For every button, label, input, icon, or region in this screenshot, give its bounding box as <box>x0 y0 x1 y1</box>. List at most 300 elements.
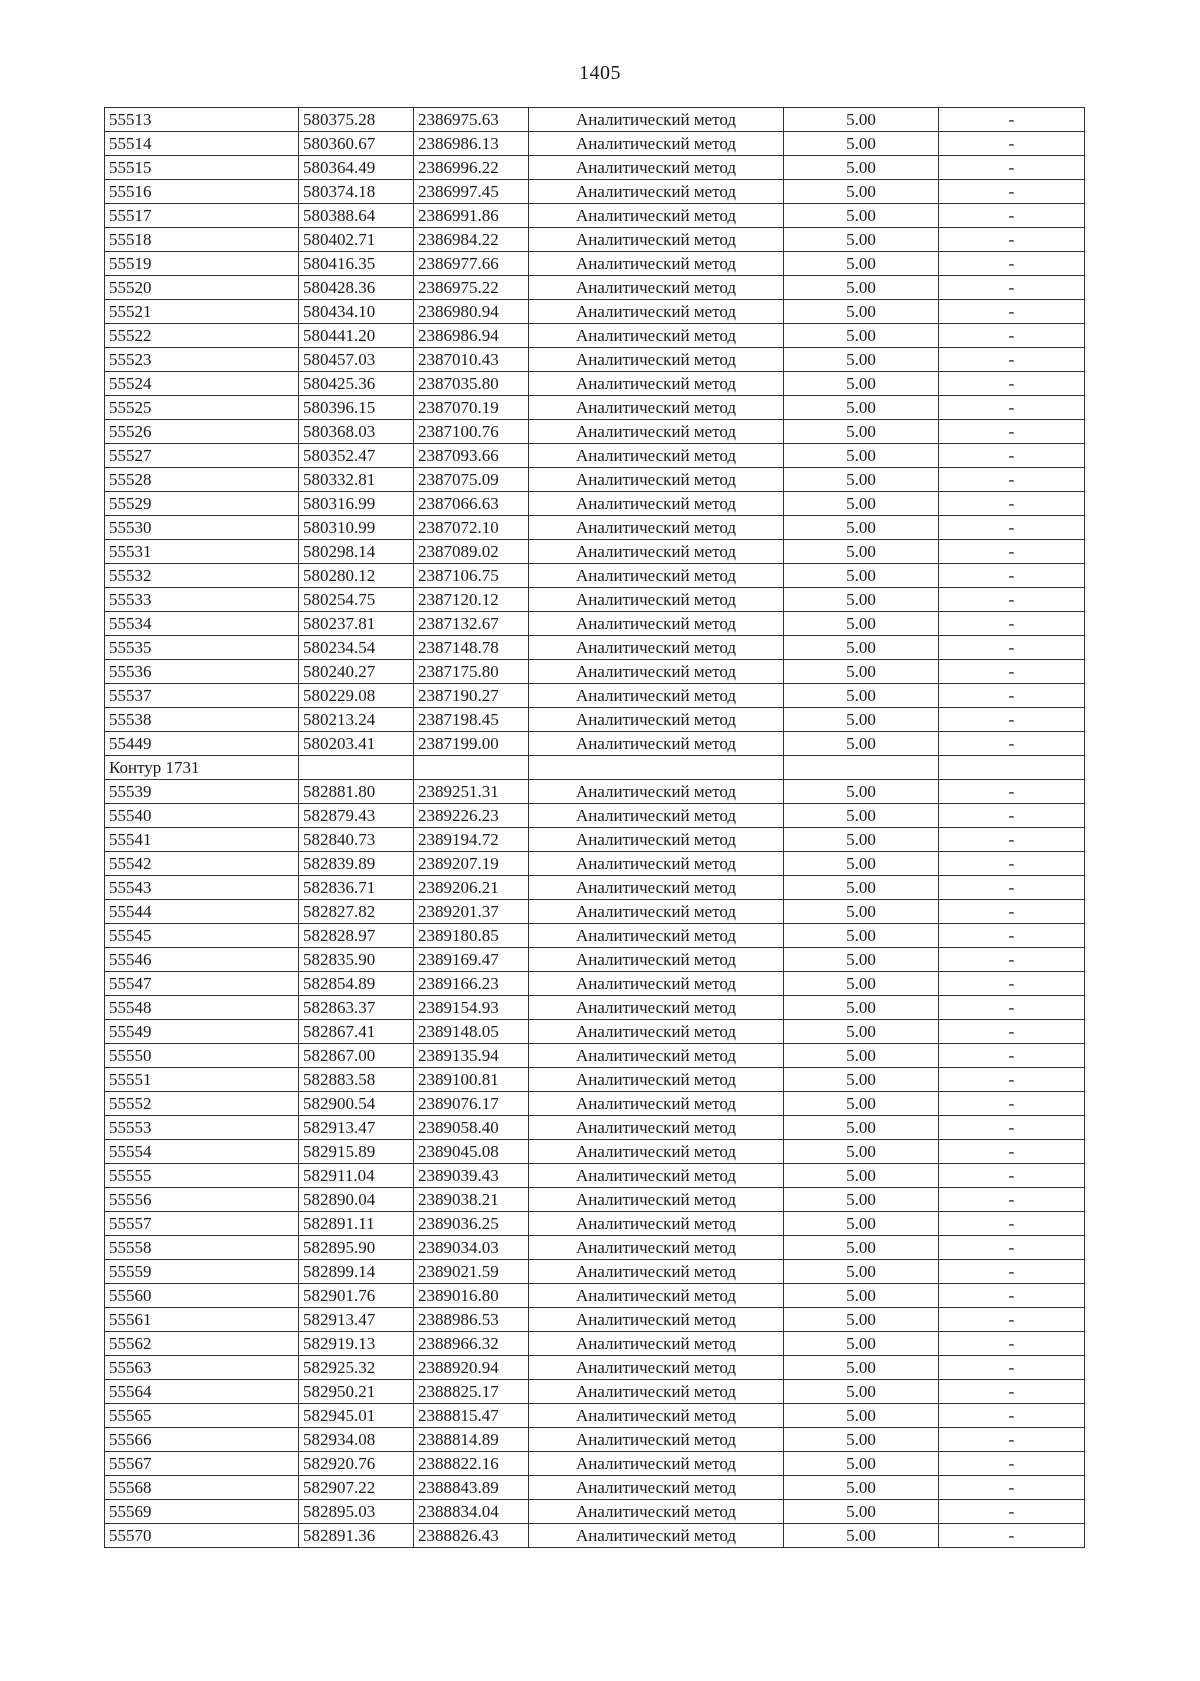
y-coordinate-cell: 2386986.13 <box>414 132 529 156</box>
point-number-cell: 55555 <box>105 1164 299 1188</box>
table-row <box>105 540 1085 564</box>
description-cell: - <box>939 228 1085 252</box>
accuracy-cell: 5.00 <box>784 564 939 588</box>
accuracy-cell: 5.00 <box>784 684 939 708</box>
point-number-cell: 55514 <box>105 132 299 156</box>
table-row <box>105 108 1085 132</box>
description-cell: - <box>939 1524 1085 1548</box>
table-row <box>105 468 1085 492</box>
y-coordinate-cell: 2388822.16 <box>414 1452 529 1476</box>
y-coordinate-cell: 2389166.23 <box>414 972 529 996</box>
accuracy-cell: 5.00 <box>784 540 939 564</box>
table-row <box>105 924 1085 948</box>
method-cell: Аналитический метод <box>529 708 784 732</box>
description-cell: - <box>939 1164 1085 1188</box>
x-coordinate-cell: 582835.90 <box>299 948 414 972</box>
accuracy-cell: 5.00 <box>784 108 939 132</box>
y-coordinate-cell: 2386986.94 <box>414 324 529 348</box>
method-cell: Аналитический метод <box>529 1140 784 1164</box>
accuracy-cell: 5.00 <box>784 1020 939 1044</box>
table-row <box>105 180 1085 204</box>
y-coordinate-cell: 2389045.08 <box>414 1140 529 1164</box>
y-coordinate-cell: 2386996.22 <box>414 156 529 180</box>
point-number-cell: 55534 <box>105 612 299 636</box>
y-coordinate-cell: 2389154.93 <box>414 996 529 1020</box>
x-coordinate-cell: 582915.89 <box>299 1140 414 1164</box>
description-cell: - <box>939 1116 1085 1140</box>
method-cell: Аналитический метод <box>529 444 784 468</box>
x-coordinate-cell: 582919.13 <box>299 1332 414 1356</box>
description-cell: - <box>939 924 1085 948</box>
table-row <box>105 1188 1085 1212</box>
description-cell: - <box>939 876 1085 900</box>
table-row <box>105 444 1085 468</box>
accuracy-cell: 5.00 <box>784 828 939 852</box>
description-cell: - <box>939 1404 1085 1428</box>
table-row <box>105 564 1085 588</box>
x-coordinate-cell: 580213.24 <box>299 708 414 732</box>
y-coordinate-cell: 2389100.81 <box>414 1068 529 1092</box>
y-coordinate-cell: 2389034.03 <box>414 1236 529 1260</box>
accuracy-cell: 5.00 <box>784 1044 939 1068</box>
x-coordinate-cell: 582840.73 <box>299 828 414 852</box>
accuracy-cell: 5.00 <box>784 876 939 900</box>
x-coordinate-cell: 582890.04 <box>299 1188 414 1212</box>
x-coordinate-cell: 582901.76 <box>299 1284 414 1308</box>
table-row <box>105 900 1085 924</box>
point-number-cell: 55565 <box>105 1404 299 1428</box>
method-cell: Аналитический метод <box>529 1524 784 1548</box>
method-cell: Аналитический метод <box>529 1116 784 1140</box>
accuracy-cell: 5.00 <box>784 1476 939 1500</box>
method-cell: Аналитический метод <box>529 1020 784 1044</box>
table-row <box>105 1428 1085 1452</box>
point-number-cell: 55561 <box>105 1308 299 1332</box>
description-cell: - <box>939 1284 1085 1308</box>
x-coordinate-cell: 582836.71 <box>299 876 414 900</box>
method-cell: Аналитический метод <box>529 1404 784 1428</box>
table-row <box>105 780 1085 804</box>
y-coordinate-cell: 2388815.47 <box>414 1404 529 1428</box>
y-coordinate-cell: 2386975.22 <box>414 276 529 300</box>
table-row <box>105 1260 1085 1284</box>
x-coordinate-cell: 580428.36 <box>299 276 414 300</box>
description-cell: - <box>939 156 1085 180</box>
accuracy-cell: 5.00 <box>784 1356 939 1380</box>
accuracy-cell: 5.00 <box>784 180 939 204</box>
description-cell: - <box>939 1260 1085 1284</box>
x-coordinate-cell: 580375.28 <box>299 108 414 132</box>
description-cell: - <box>939 204 1085 228</box>
method-cell: Аналитический метод <box>529 828 784 852</box>
point-number-cell: 55525 <box>105 396 299 420</box>
method-cell: Аналитический метод <box>529 132 784 156</box>
x-coordinate-cell: 580316.99 <box>299 492 414 516</box>
accuracy-cell: 5.00 <box>784 948 939 972</box>
table-row <box>105 1164 1085 1188</box>
y-coordinate-cell: 2389207.19 <box>414 852 529 876</box>
table-row <box>105 876 1085 900</box>
method-cell: Аналитический метод <box>529 876 784 900</box>
y-coordinate-cell: 2389058.40 <box>414 1116 529 1140</box>
x-coordinate-cell: 582913.47 <box>299 1308 414 1332</box>
table-row <box>105 132 1085 156</box>
description-cell: - <box>939 444 1085 468</box>
y-coordinate-cell: 2387070.19 <box>414 396 529 420</box>
x-coordinate-cell: 580240.27 <box>299 660 414 684</box>
method-cell: Аналитический метод <box>529 540 784 564</box>
x-coordinate-cell: 582945.01 <box>299 1404 414 1428</box>
y-coordinate-cell: 2387072.10 <box>414 516 529 540</box>
x-coordinate-cell: 582867.00 <box>299 1044 414 1068</box>
method-cell: Аналитический метод <box>529 1236 784 1260</box>
y-coordinate-cell: 2388966.32 <box>414 1332 529 1356</box>
table-row <box>105 276 1085 300</box>
description-cell: - <box>939 636 1085 660</box>
table-row <box>105 372 1085 396</box>
method-cell: Аналитический метод <box>529 300 784 324</box>
accuracy-cell: 5.00 <box>784 1404 939 1428</box>
accuracy-cell: 5.00 <box>784 804 939 828</box>
table-row <box>105 204 1085 228</box>
accuracy-cell: 5.00 <box>784 1452 939 1476</box>
point-number-cell: 55532 <box>105 564 299 588</box>
method-cell: Аналитический метод <box>529 1260 784 1284</box>
method-cell: Аналитический метод <box>529 468 784 492</box>
description-cell: - <box>939 372 1085 396</box>
method-cell: Аналитический метод <box>529 1380 784 1404</box>
y-coordinate-cell: 2389038.21 <box>414 1188 529 1212</box>
point-number-cell: 55533 <box>105 588 299 612</box>
accuracy-cell: 5.00 <box>784 708 939 732</box>
method-cell: Аналитический метод <box>529 564 784 588</box>
description-cell: - <box>939 180 1085 204</box>
method-cell: Аналитический метод <box>529 732 784 756</box>
point-number-cell: 55516 <box>105 180 299 204</box>
description-cell: - <box>939 300 1085 324</box>
description-cell: - <box>939 276 1085 300</box>
y-coordinate-cell: 2389039.43 <box>414 1164 529 1188</box>
y-coordinate-cell: 2387199.00 <box>414 732 529 756</box>
accuracy-cell: 5.00 <box>784 1380 939 1404</box>
point-number-cell: 55528 <box>105 468 299 492</box>
method-cell: Аналитический метод <box>529 1476 784 1500</box>
point-number-cell: 55569 <box>105 1500 299 1524</box>
accuracy-cell: 5.00 <box>784 660 939 684</box>
point-number-cell: 55542 <box>105 852 299 876</box>
method-cell: Аналитический метод <box>529 1164 784 1188</box>
accuracy-cell: 5.00 <box>784 924 939 948</box>
y-coordinate-cell: 2389135.94 <box>414 1044 529 1068</box>
y-coordinate-cell: 2388814.89 <box>414 1428 529 1452</box>
table-row <box>105 948 1085 972</box>
point-number-cell: 55527 <box>105 444 299 468</box>
description-cell: - <box>939 852 1085 876</box>
x-coordinate-cell: 580332.81 <box>299 468 414 492</box>
table-row <box>105 972 1085 996</box>
y-coordinate-cell: 2388920.94 <box>414 1356 529 1380</box>
accuracy-cell: 5.00 <box>784 780 939 804</box>
point-number-cell: 55566 <box>105 1428 299 1452</box>
method-cell: Аналитический метод <box>529 1452 784 1476</box>
table-row <box>105 708 1085 732</box>
y-coordinate-cell: 2389201.37 <box>414 900 529 924</box>
y-coordinate-cell: 2387198.45 <box>414 708 529 732</box>
accuracy-cell: 5.00 <box>784 300 939 324</box>
description-cell: - <box>939 1044 1085 1068</box>
table-row <box>105 1452 1085 1476</box>
x-coordinate-cell: 582911.04 <box>299 1164 414 1188</box>
method-cell: Аналитический метод <box>529 804 784 828</box>
method-cell: Аналитический метод <box>529 1308 784 1332</box>
method-cell: Аналитический метод <box>529 252 784 276</box>
table-row <box>105 420 1085 444</box>
method-cell: Аналитический метод <box>529 924 784 948</box>
coordinates-table <box>104 107 1085 1548</box>
accuracy-cell: 5.00 <box>784 372 939 396</box>
method-cell: Аналитический метод <box>529 1188 784 1212</box>
description-cell: - <box>939 540 1085 564</box>
table-row <box>105 396 1085 420</box>
x-coordinate-cell: 580237.81 <box>299 612 414 636</box>
description-cell: - <box>939 492 1085 516</box>
description-cell: - <box>939 132 1085 156</box>
description-cell: - <box>939 1188 1085 1212</box>
accuracy-cell: 5.00 <box>784 396 939 420</box>
y-coordinate-cell: 2387010.43 <box>414 348 529 372</box>
description-cell: - <box>939 900 1085 924</box>
accuracy-cell: 5.00 <box>784 348 939 372</box>
description-cell: - <box>939 396 1085 420</box>
method-cell: Аналитический метод <box>529 516 784 540</box>
method-cell: Аналитический метод <box>529 660 784 684</box>
method-cell: Аналитический метод <box>529 1284 784 1308</box>
empty-cell <box>299 756 414 780</box>
table-row <box>105 1116 1085 1140</box>
point-number-cell: 55531 <box>105 540 299 564</box>
point-number-cell: 55539 <box>105 780 299 804</box>
description-cell: - <box>939 108 1085 132</box>
x-coordinate-cell: 580434.10 <box>299 300 414 324</box>
description-cell: - <box>939 1092 1085 1116</box>
point-number-cell: 55550 <box>105 1044 299 1068</box>
description-cell: - <box>939 420 1085 444</box>
accuracy-cell: 5.00 <box>784 1188 939 1212</box>
method-cell: Аналитический метод <box>529 1500 784 1524</box>
accuracy-cell: 5.00 <box>784 420 939 444</box>
point-number-cell: 55560 <box>105 1284 299 1308</box>
description-cell: - <box>939 1500 1085 1524</box>
y-coordinate-cell: 2387035.80 <box>414 372 529 396</box>
point-number-cell: 55535 <box>105 636 299 660</box>
section-label: Контур 1731 <box>105 756 299 780</box>
point-number-cell: 55538 <box>105 708 299 732</box>
method-cell: Аналитический метод <box>529 1044 784 1068</box>
description-cell: - <box>939 1332 1085 1356</box>
x-coordinate-cell: 582895.90 <box>299 1236 414 1260</box>
method-cell: Аналитический метод <box>529 612 784 636</box>
point-number-cell: 55543 <box>105 876 299 900</box>
y-coordinate-cell: 2386977.66 <box>414 252 529 276</box>
method-cell: Аналитический метод <box>529 492 784 516</box>
method-cell: Аналитический метод <box>529 588 784 612</box>
description-cell: - <box>939 612 1085 636</box>
y-coordinate-cell: 2389226.23 <box>414 804 529 828</box>
accuracy-cell: 5.00 <box>784 1092 939 1116</box>
x-coordinate-cell: 580388.64 <box>299 204 414 228</box>
empty-cell <box>414 756 529 780</box>
point-number-cell: 55547 <box>105 972 299 996</box>
table-row <box>105 1212 1085 1236</box>
accuracy-cell: 5.00 <box>784 612 939 636</box>
method-cell: Аналитический метод <box>529 852 784 876</box>
table-row <box>105 1092 1085 1116</box>
table-row <box>105 1404 1085 1428</box>
description-cell: - <box>939 996 1085 1020</box>
y-coordinate-cell: 2386997.45 <box>414 180 529 204</box>
empty-cell <box>784 756 939 780</box>
accuracy-cell: 5.00 <box>784 228 939 252</box>
y-coordinate-cell: 2386984.22 <box>414 228 529 252</box>
table-row <box>105 732 1085 756</box>
point-number-cell: 55557 <box>105 1212 299 1236</box>
point-number-cell: 55537 <box>105 684 299 708</box>
y-coordinate-cell: 2388834.04 <box>414 1500 529 1524</box>
method-cell: Аналитический метод <box>529 228 784 252</box>
y-coordinate-cell: 2386991.86 <box>414 204 529 228</box>
accuracy-cell: 5.00 <box>784 1068 939 1092</box>
y-coordinate-cell: 2389076.17 <box>414 1092 529 1116</box>
table-row <box>105 300 1085 324</box>
description-cell: - <box>939 1068 1085 1092</box>
accuracy-cell: 5.00 <box>784 516 939 540</box>
point-number-cell: 55548 <box>105 996 299 1020</box>
table-row <box>105 828 1085 852</box>
point-number-cell: 55540 <box>105 804 299 828</box>
table-row <box>105 1068 1085 1092</box>
y-coordinate-cell: 2389169.47 <box>414 948 529 972</box>
x-coordinate-cell: 580425.36 <box>299 372 414 396</box>
x-coordinate-cell: 582863.37 <box>299 996 414 1020</box>
description-cell: - <box>939 1428 1085 1452</box>
method-cell: Аналитический метод <box>529 276 784 300</box>
method-cell: Аналитический метод <box>529 780 784 804</box>
x-coordinate-cell: 582827.82 <box>299 900 414 924</box>
y-coordinate-cell: 2388843.89 <box>414 1476 529 1500</box>
description-cell: - <box>939 708 1085 732</box>
y-coordinate-cell: 2388826.43 <box>414 1524 529 1548</box>
point-number-cell: 55520 <box>105 276 299 300</box>
point-number-cell: 55570 <box>105 1524 299 1548</box>
accuracy-cell: 5.00 <box>784 276 939 300</box>
accuracy-cell: 5.00 <box>784 1236 939 1260</box>
x-coordinate-cell: 582879.43 <box>299 804 414 828</box>
x-coordinate-cell: 582950.21 <box>299 1380 414 1404</box>
table-row <box>105 492 1085 516</box>
method-cell: Аналитический метод <box>529 324 784 348</box>
accuracy-cell: 5.00 <box>784 492 939 516</box>
y-coordinate-cell: 2389206.21 <box>414 876 529 900</box>
method-cell: Аналитический метод <box>529 1356 784 1380</box>
accuracy-cell: 5.00 <box>784 132 939 156</box>
accuracy-cell: 5.00 <box>784 636 939 660</box>
x-coordinate-cell: 580280.12 <box>299 564 414 588</box>
description-cell: - <box>939 804 1085 828</box>
y-coordinate-cell: 2387093.66 <box>414 444 529 468</box>
method-cell: Аналитический метод <box>529 396 784 420</box>
y-coordinate-cell: 2386980.94 <box>414 300 529 324</box>
x-coordinate-cell: 582925.32 <box>299 1356 414 1380</box>
method-cell: Аналитический метод <box>529 1092 784 1116</box>
point-number-cell: 55526 <box>105 420 299 444</box>
method-cell: Аналитический метод <box>529 900 784 924</box>
point-number-cell: 55567 <box>105 1452 299 1476</box>
x-coordinate-cell: 580457.03 <box>299 348 414 372</box>
accuracy-cell: 5.00 <box>784 156 939 180</box>
description-cell: - <box>939 1020 1085 1044</box>
point-number-cell: 55554 <box>105 1140 299 1164</box>
y-coordinate-cell: 2388986.53 <box>414 1308 529 1332</box>
x-coordinate-cell: 580368.03 <box>299 420 414 444</box>
point-number-cell: 55552 <box>105 1092 299 1116</box>
point-number-cell: 55523 <box>105 348 299 372</box>
x-coordinate-cell: 580234.54 <box>299 636 414 660</box>
accuracy-cell: 5.00 <box>784 732 939 756</box>
y-coordinate-cell: 2387148.78 <box>414 636 529 660</box>
x-coordinate-cell: 580416.35 <box>299 252 414 276</box>
x-coordinate-cell: 582828.97 <box>299 924 414 948</box>
description-cell: - <box>939 1356 1085 1380</box>
table-row <box>105 1332 1085 1356</box>
description-cell: - <box>939 1452 1085 1476</box>
accuracy-cell: 5.00 <box>784 900 939 924</box>
table-row <box>105 996 1085 1020</box>
description-cell: - <box>939 1212 1085 1236</box>
y-coordinate-cell: 2389194.72 <box>414 828 529 852</box>
table-row <box>105 1140 1085 1164</box>
accuracy-cell: 5.00 <box>784 1500 939 1524</box>
table-row <box>105 348 1085 372</box>
table-row <box>105 1236 1085 1260</box>
x-coordinate-cell: 582883.58 <box>299 1068 414 1092</box>
point-number-cell: 55549 <box>105 1020 299 1044</box>
table-row <box>105 804 1085 828</box>
x-coordinate-cell: 580229.08 <box>299 684 414 708</box>
y-coordinate-cell: 2387175.80 <box>414 660 529 684</box>
method-cell: Аналитический метод <box>529 1068 784 1092</box>
method-cell: Аналитический метод <box>529 948 784 972</box>
y-coordinate-cell: 2387132.67 <box>414 612 529 636</box>
x-coordinate-cell: 582881.80 <box>299 780 414 804</box>
x-coordinate-cell: 582891.11 <box>299 1212 414 1236</box>
accuracy-cell: 5.00 <box>784 1116 939 1140</box>
table-row <box>105 1308 1085 1332</box>
table-row <box>105 1356 1085 1380</box>
accuracy-cell: 5.00 <box>784 468 939 492</box>
point-number-cell: 55563 <box>105 1356 299 1380</box>
table-row <box>105 1284 1085 1308</box>
point-number-cell: 55546 <box>105 948 299 972</box>
point-number-cell: 55568 <box>105 1476 299 1500</box>
description-cell: - <box>939 1476 1085 1500</box>
empty-cell <box>529 756 784 780</box>
x-coordinate-cell: 580396.15 <box>299 396 414 420</box>
x-coordinate-cell: 580298.14 <box>299 540 414 564</box>
description-cell: - <box>939 732 1085 756</box>
x-coordinate-cell: 582895.03 <box>299 1500 414 1524</box>
accuracy-cell: 5.00 <box>784 1428 939 1452</box>
description-cell: - <box>939 1236 1085 1260</box>
